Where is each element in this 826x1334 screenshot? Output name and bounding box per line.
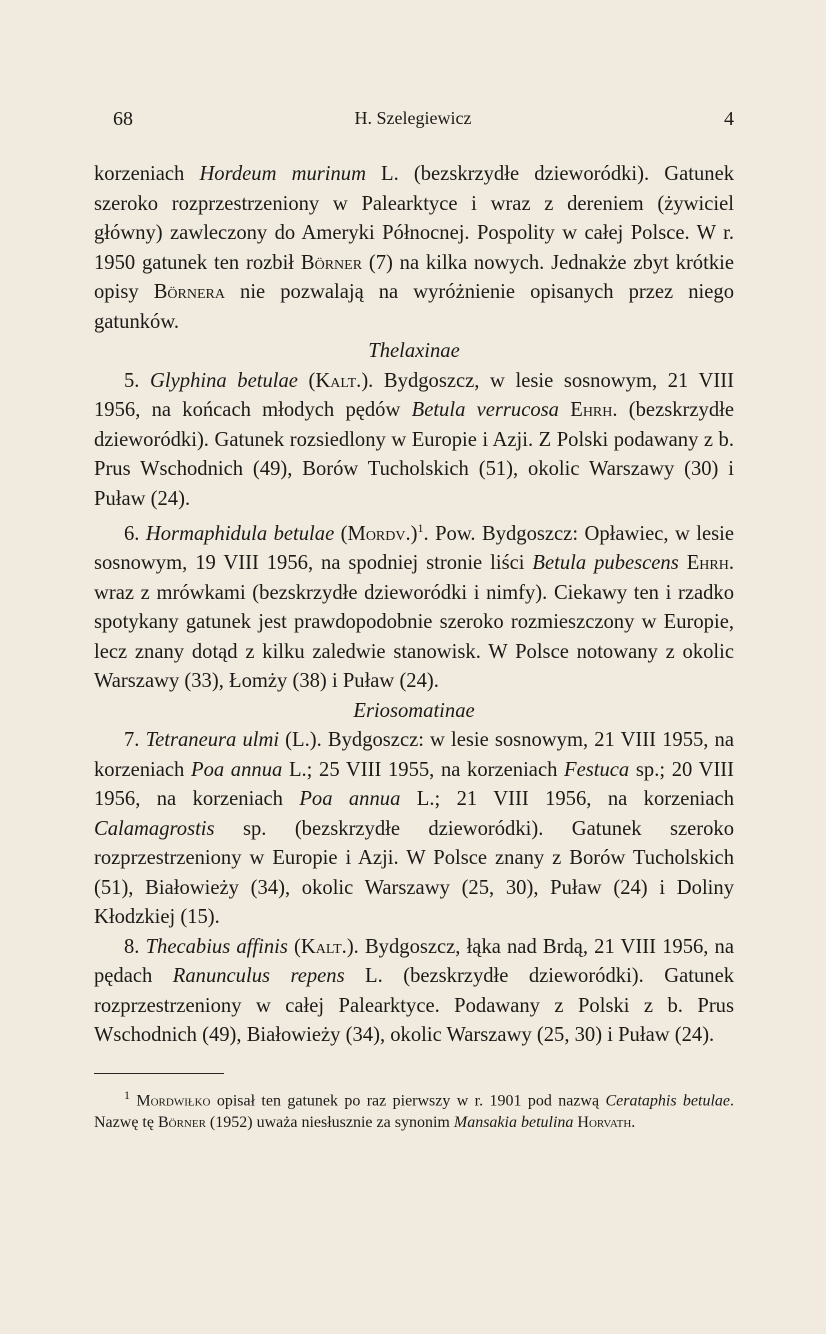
intro-paragraph: korzeniach Hordeum murinum L. (bezskrzydłe dzieworódki). Gatunek szeroko rozprzestrzeniony w Palearktyce i wraz z dereniem (żywiciel główny) zawleczony do Ameryki Północnej. Pospolity w całej Polsce. W r. 1950 gatunek ten rozbił Börner (7) na kilka nowych. Jednakże zbyt krótkie opisy Börnera nie pozwalają na wyróżnienie opisanych przez niego gatunków.: [94, 163, 735, 333]
entry-5: 5. Glyphina betulae (Kalt.). Bydgoszcz, w lesie sosnowym, 21 VIII 1956, na końcach młodych pędów Betula verrucosa Ehrh. (bezskrzydłe dzieworódki). Gatunek rozsiedlony w Europie i Azji. Z Polski podawany z b. Prus Wschodnich (49), Borów Tucholskich (51), okolic Warszawy (30) i Puław (24).: [94, 369, 734, 510]
entry-6: 6. Hormaphidula betulae (Mordv.)$^1$. Pow. Bydgoszcz: Opławiec, w lesie sosnowym, 19 VIII 1956, na spodniej stronie liści Betula pubescens Ehrh. wraz z mrówkami (bezskrzydłe dzieworódki i nimfy). Ciekawy ten i rzadko spotykany gatunek jest prawdopodobnie szeroko rozmieszczony w Europie, lecz znany dotąd z kilku zaledwie stanowisk. W Polsce notowany z okolic Warszawy (33), Łomży (38) i Puław (24).: [94, 521, 735, 693]
entry-7: 7. Tetraneura ulmi (L.). Bydgoszcz: w lesie sosnowym, 21 VIII 1955, na korzeniach Poa annua L.; 25 VIII 1955, na korzeniach Festuca sp.; 20 VIII 1956, na korzeniach Poa annua L.; 21 VIII 1956, na korzeniach Calamagrostis sp. (bezskrzydłe dzieworódki). Gatunek szeroko rozprzestrzeniony w Europie i Azji. W Polsce znany z Borów Tucholskich (51), Białowieży (34), okolic Warszawy (25, 30), Puław (24) i Doliny Kłodzkiej (15).: [94, 729, 735, 929]
subheading-thelaxinae: Thelaxinae: [368, 340, 460, 362]
footnote-rule: [94, 1073, 224, 1074]
footnote: $^1$ Mordwiłko opisał ten gatunek po raz pierwszy w r. 1901 pod nazwą Cerataphis betulae. Nazwę tę Börner (1952) uważa niesłusznie za synonim Mansakia betulina Horvath.: [94, 1087, 735, 1132]
section-number: 4: [724, 108, 734, 130]
subheading-eriosomatinae: Eriosomatinae: [353, 699, 475, 722]
page-number: 68: [113, 108, 133, 130]
running-header: [0, 108, 826, 138]
running-author: H. Szelegiewicz: [354, 108, 472, 128]
page-body: [94, 160, 734, 1134]
footnote-reference: 1: [417, 521, 424, 535]
entry-8: 8. Thecabius affinis (Kalt.). Bydgoszcz, łąka nad Brdą, 21 VIII 1956, na pędach Ranunculus repens L. (bezskrzydłe dzieworódki). Gatunek rozprzestrzeniony w całej Palearktyce. Podawany z Polski z b. Prus Wschodnich (49), Białowieży (34), okolic Warszawy (25, 30) i Puław (24).: [94, 935, 735, 1047]
